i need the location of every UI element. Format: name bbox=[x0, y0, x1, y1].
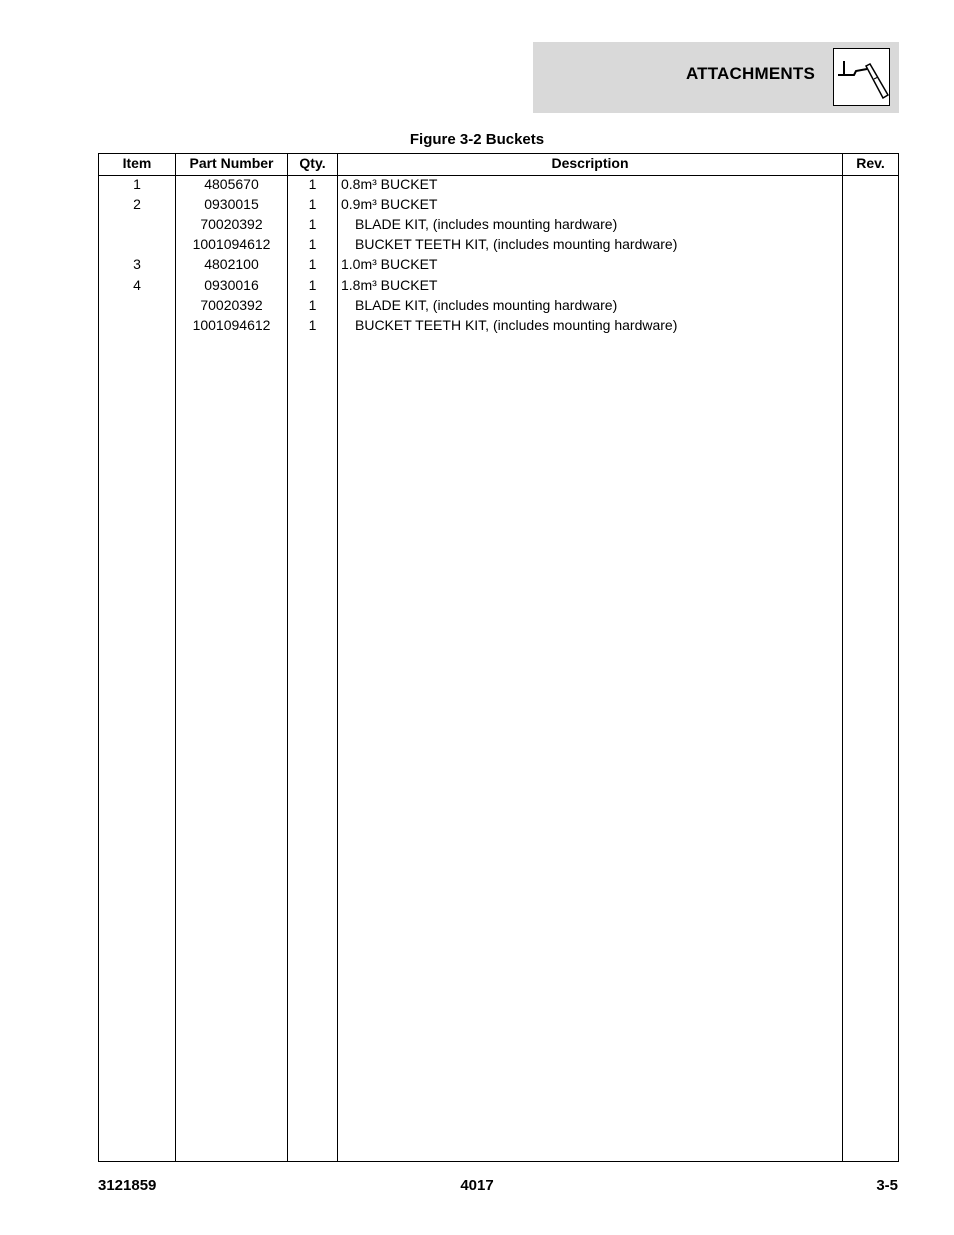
model-number: 4017 bbox=[460, 1177, 494, 1194]
table-row bbox=[99, 315, 898, 335]
column-header-item: Item bbox=[122, 155, 152, 171]
quantity: 1 bbox=[308, 276, 317, 293]
description: 1.0m³ BUCKET bbox=[341, 256, 438, 273]
figure-title: Figure 3-2 Buckets bbox=[409, 131, 545, 148]
table-row bbox=[99, 194, 898, 214]
item-number: 3 bbox=[133, 256, 141, 273]
table-row bbox=[99, 254, 898, 274]
description: BLADE KIT, (includes mounting hardware) bbox=[355, 216, 618, 233]
quantity: 1 bbox=[308, 316, 317, 333]
part-number: 0930015 bbox=[204, 196, 259, 213]
column-header-part-number: Part Number bbox=[189, 155, 274, 171]
part-number: 1001094612 bbox=[192, 316, 271, 333]
document-number: 3121859 bbox=[98, 1177, 157, 1194]
item-number: 2 bbox=[133, 196, 141, 213]
table-row bbox=[99, 234, 898, 254]
part-number: 0930016 bbox=[204, 276, 259, 293]
section-title: ATTACHMENTS bbox=[685, 64, 815, 83]
description: BLADE KIT, (includes mounting hardware) bbox=[355, 296, 618, 313]
part-number: 4805670 bbox=[204, 176, 259, 192]
table-row bbox=[99, 295, 898, 315]
quantity: 1 bbox=[308, 216, 317, 233]
description: 1.8m³ BUCKET bbox=[341, 276, 438, 293]
description: 0.9m³ BUCKET bbox=[341, 196, 438, 213]
quantity: 1 bbox=[308, 236, 317, 253]
page-number: 3-5 bbox=[876, 1177, 898, 1194]
hydraulic-attachment-icon bbox=[833, 48, 890, 106]
table-row bbox=[99, 174, 898, 194]
section-header bbox=[533, 42, 899, 113]
description: BUCKET TEETH KIT, (includes mounting hardware) bbox=[355, 316, 678, 333]
column-header-description: Description bbox=[551, 155, 629, 171]
item-number: 1 bbox=[133, 176, 141, 192]
item-number: 4 bbox=[133, 276, 141, 293]
description: 0.8m³ BUCKET bbox=[341, 176, 438, 192]
part-number: 70020392 bbox=[200, 216, 263, 233]
description: BUCKET TEETH KIT, (includes mounting hardware) bbox=[355, 236, 678, 253]
column-header-qty: Qty. bbox=[299, 155, 326, 171]
quantity: 1 bbox=[308, 176, 317, 192]
parts-table bbox=[98, 153, 899, 1162]
part-number: 70020392 bbox=[200, 296, 263, 313]
quantity: 1 bbox=[308, 296, 317, 313]
quantity: 1 bbox=[308, 256, 317, 273]
table-row bbox=[99, 275, 898, 295]
part-number: 4802100 bbox=[204, 256, 259, 273]
table-row bbox=[99, 214, 898, 234]
quantity: 1 bbox=[308, 196, 317, 213]
column-header-rev: Rev. bbox=[856, 155, 885, 171]
part-number: 1001094612 bbox=[192, 236, 271, 253]
